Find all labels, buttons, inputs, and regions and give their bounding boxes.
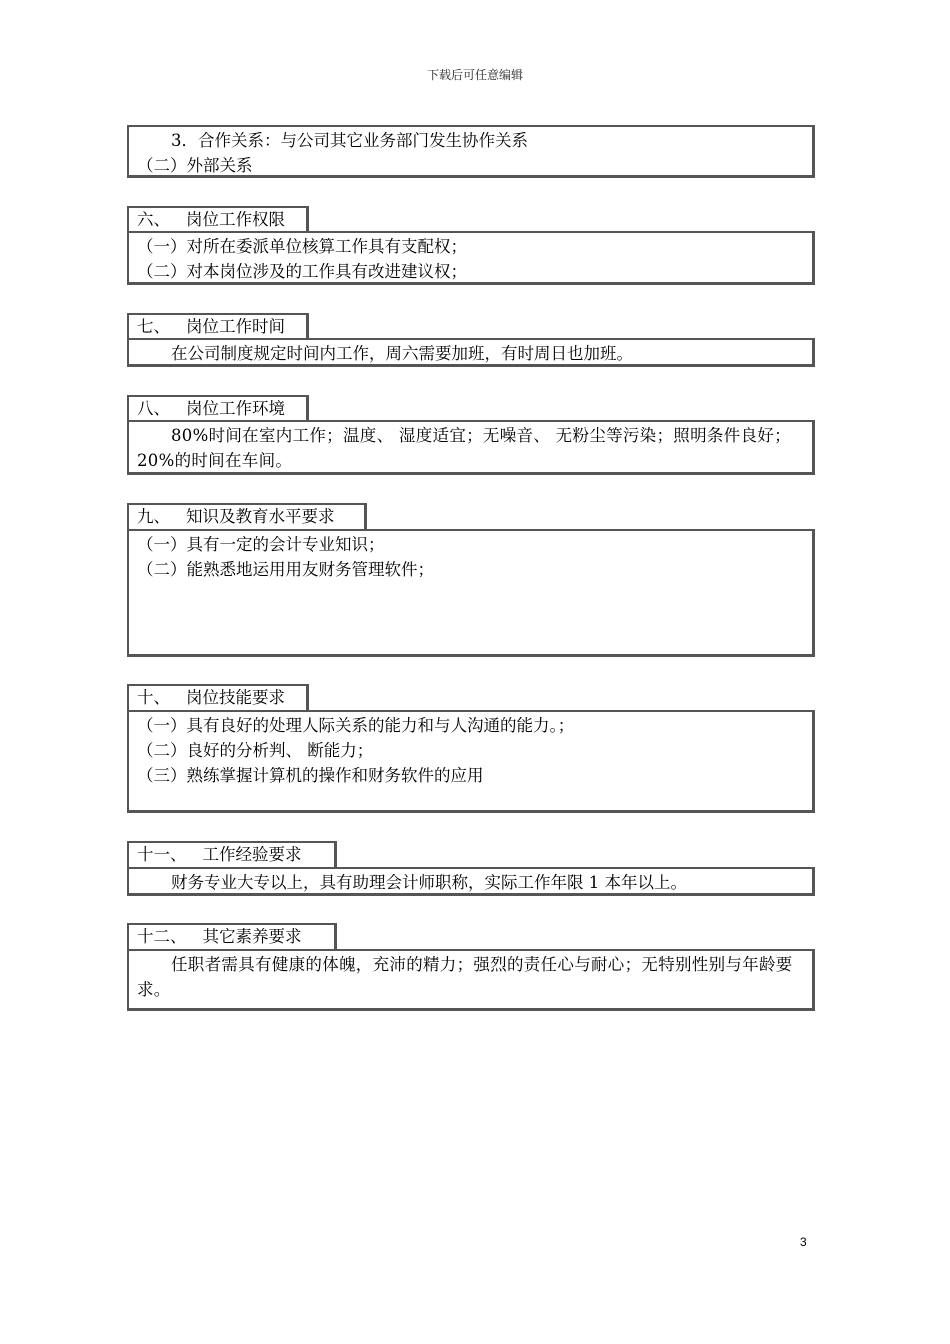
section-heading [127,503,367,529]
content-line: （一）具有一定的会计专业知识； [137,535,385,554]
section-number: 十二、 [137,927,187,946]
content-line: （二）对本岗位涉及的工作具有改进建议权； [137,262,467,281]
page-number: 3 [800,1235,807,1249]
content-line: （一）对所在委派单位核算工作具有支配权； [137,237,467,256]
section-number: 六、 [137,210,170,229]
partial-section-content [127,125,815,178]
header-note: 下载后可任意编辑 [426,68,523,82]
content-line: 3．合作关系：与公司其它业务部门发生协作关系 [171,131,528,150]
section-heading [127,206,309,232]
section-number: 十一、 [137,845,187,864]
section-content [127,949,815,1011]
content-line: （三）熟练掌握计算机的操作和财务软件的应用 [137,766,484,785]
content-line: （一）具有良好的处理人际关系的能力和与人沟通的能力。； [137,716,575,735]
section-title: 知识及教育水平要求 [186,507,335,526]
section-heading [127,684,309,710]
section-heading [127,841,337,867]
section-heading [127,313,309,339]
section-number: 九、 [137,507,170,526]
section-content [127,338,815,367]
section-content [127,710,815,813]
section-title: 工作经验要求 [202,845,302,864]
content-line: （二）良好的分析判、 断能力； [137,741,374,760]
section-content [127,529,815,657]
section-heading [127,395,309,421]
section-title: 岗位工作环境 [186,399,285,418]
content-paragraph: 80%时间在室内工作；温度、 湿度适宜；无噪音、 无粉尘等污染；照明条件良好；20%的时间在车间。 [137,426,791,470]
section-title: 岗位工作权限 [186,210,285,229]
content-line: 在公司制度规定时间内工作，周六需要加班，有时周日也加班。 [171,344,633,363]
content-line: 财务专业大专以上，具有助理会计师职称，实际工作年限 1 本年以上。 [171,873,687,892]
content-line: （二）外部关系 [137,156,253,175]
section-number: 七、 [137,317,170,336]
content-line: （二）能熟悉地运用用友财务管理软件； [137,560,434,579]
section-title: 岗位技能要求 [186,688,285,707]
content-paragraph: 任职者需具有健康的体魄，充沛的精力；强烈的责任心与耐心；无特别性别与年龄要求。 [137,955,793,999]
section-content [127,231,815,285]
section-heading [127,923,337,949]
section-number: 八、 [137,399,170,418]
section-title: 岗位工作时间 [186,317,285,336]
section-title: 其它素养要求 [202,927,302,946]
section-content [127,420,815,475]
section-number: 十、 [137,688,170,707]
section-content [127,867,815,896]
